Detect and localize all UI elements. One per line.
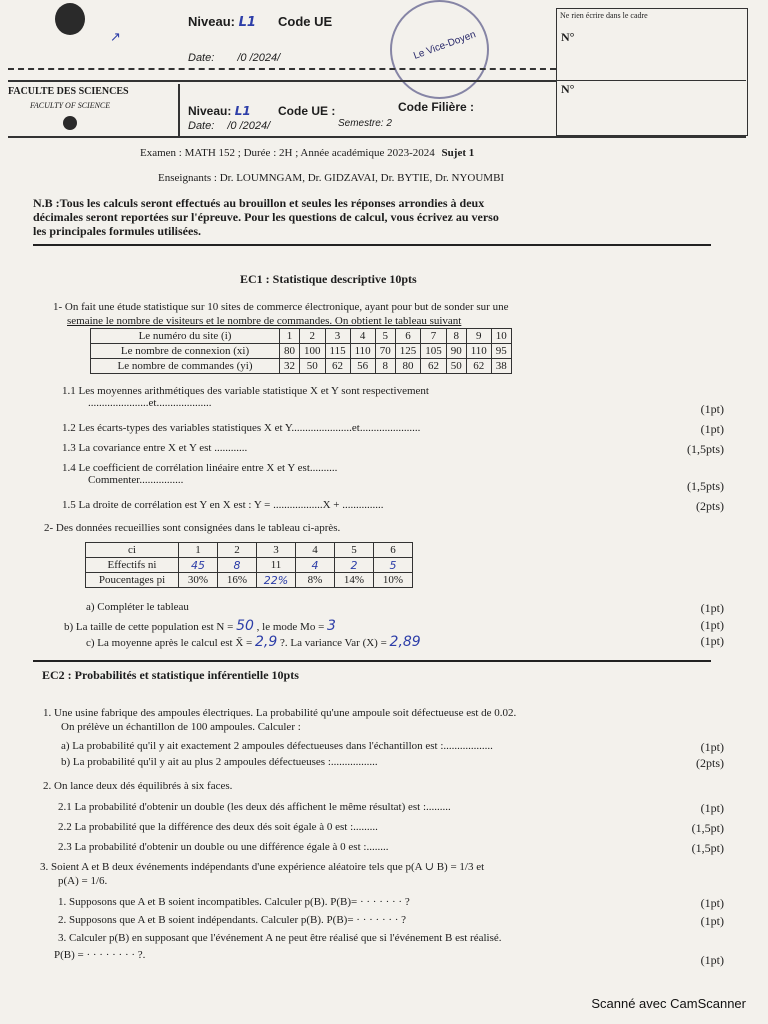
right-n-bottom: N° [561, 82, 575, 96]
ec2-q2-intro: 2. On lance deux dés équilibrés à six faces. [43, 780, 233, 792]
ec1-q2-intro: 2- Des données recueillies sont consignées dans le tableau ci-après. [44, 522, 341, 534]
q1-3-pts: (1,5pts) [687, 442, 724, 456]
teachers: Enseignants : Dr. LOUMNGAM, Dr. GIDZAVAI, Dr. BYTIE, Dr. NYOUMBI [158, 172, 505, 184]
ec2-q2-1: 2.1 La probabilité d'obtenir un double (les deux dés affichent le même résultat) est :......... [58, 801, 451, 813]
q1-2: 1.2 Les écarts-types des variables statistiques X et Y......................et...................... [62, 422, 421, 434]
q1-5-pts: (2pts) [696, 499, 724, 513]
table-row: Le nombre de commandes (yi) 32 50 62 56 8 80 62 50 62 38 [91, 359, 512, 374]
header-divider [178, 84, 180, 136]
q2-c: c) La moyenne après le calcul est X̄ = 2,9 ?. La variance Var (X) = 2,89 [86, 634, 421, 650]
faculty-en: FACULTY OF SCIENCE [30, 101, 111, 110]
semestre: Semestre: 2 [338, 118, 392, 129]
ec2-q1-a: a) La probabilité qu'il y ait exactement 2 ampoules défectueuses dans l'échantillon est :.................. [61, 740, 493, 752]
q1-2-pts: (1pt) [700, 422, 724, 436]
ec2-q3-last-pts: (1pt) [700, 953, 724, 967]
cut-line [8, 68, 556, 70]
ec2-q2-3-pts: (1,5pt) [691, 841, 724, 855]
ec2-q2-3: 2.3 La probabilité d'obtenir un double ou une différence égale à 0 est :........ [58, 841, 389, 853]
code-ue-bottom: Code UE : [278, 104, 336, 118]
nb-rule [33, 244, 711, 246]
ec2-title: EC2 : Probabilités et statistique inférentielle 10pts [42, 668, 299, 682]
ec2-q2-1-pts: (1pt) [700, 801, 724, 815]
scribble-mark: ↗ [110, 30, 121, 45]
ec2-q3-2-pts: (1pt) [700, 914, 724, 928]
ec2-q3-intro: 3. Soient A et B deux événements indépendants d'une expérience aléatoire tels que p(A ∪ B) = 1/3 et p(A) = 1/6. [40, 861, 485, 887]
q1-3: 1.3 La covariance entre X et Y est ............ [62, 442, 248, 454]
q2-a-pts: (1pt) [700, 601, 724, 615]
q2-b-pts: (1pt) [700, 618, 724, 632]
ec2-q3-last: P(B) = · · · · · · · · ?. [54, 949, 146, 961]
code-ue-top: Code UE [278, 14, 333, 29]
university-logo [55, 3, 85, 35]
date-bottom: Date: /0 /2024/ [188, 120, 271, 132]
ec2-q3-3: 3. Calculer p(B) en supposant que l'événement A ne peut être réalisé que si l'événement B est réalisé. [58, 932, 502, 944]
ec2-q3-2: 2. Supposons que A et B soient indépendants. Calculer p(B). P(B)= · · · · · · · ? [58, 914, 407, 926]
q2-a: a) Compléter le tableau [86, 601, 189, 613]
faculty-fr: FACULTE DES SCIENCES [8, 86, 129, 97]
q1-1-pts: (1pt) [700, 402, 724, 416]
q2-b: b) La taille de cette population est N = 50 , le mode Mo = 3 [64, 618, 336, 634]
table-sites [90, 328, 512, 374]
table-row: Poucentages pi 30% 16% 22% 8% 14% 10% [86, 573, 413, 588]
q1-4-pts: (1,5pts) [687, 479, 724, 493]
date-top: Date: /0 /2024/ [188, 52, 281, 64]
table-row: ci 1 2 3 4 5 6 [86, 543, 413, 558]
q1-4: 1.4 Le coefficient de corrélation linéaire entre X et Y est.......... Commenter................ [62, 462, 338, 486]
ec2-q1-b-pts: (2pts) [696, 756, 724, 770]
stamp-text: Le Vice-Doyen [412, 29, 478, 62]
faculty-logo [63, 116, 77, 130]
niveau-top: Niveau: L1 [188, 14, 256, 30]
q1-1: 1.1 Les moyennes arithmétiques des variable statistique X et Y sont respectivement ......................et.................... [62, 385, 429, 409]
ec1-q1-intro: 1- On fait une étude statistique sur 10 sites de commerce électronique, ayant pour but de sonder sur une semaine le nombre de visiteurs et le nombre de commandes. On obtient le tableau suivant [53, 301, 509, 327]
ec2-q3-1: 1. Supposons que A et B soient incompatibles. Calculer p(B). P(B)= · · · · · · · ? [58, 896, 410, 908]
ec2-q1-a-pts: (1pt) [700, 740, 724, 754]
right-note: Ne rien écrire dans le cadre [560, 11, 648, 20]
right-frame [556, 8, 748, 136]
exam-title: Examen : MATH 152 ; Durée : 2H ; Année académique 2023-2024 Sujet 1 [140, 147, 475, 159]
right-divider [556, 80, 746, 81]
niveau-bottom: Niveau: L1 [188, 104, 251, 118]
q1-5: 1.5 La droite de corrélation est Y en X est : Y = ..................X + ............... [62, 499, 384, 511]
right-n-top: N° [561, 30, 575, 44]
ec2-q1-b: b) La probabilité qu'il y ait au plus 2 ampoules défectueuses :................. [61, 756, 378, 768]
section-rule [33, 660, 711, 662]
q2-c-pts: (1pt) [700, 634, 724, 648]
ec2-q1-intro: 1. Une usine fabrique des ampoules électriques. La probabilité qu'une ampoule soit défectueuse est de 0.02. On prélève un échantillon de 100 ampoules. Calculer : [43, 707, 517, 733]
table-row: Le nombre de connexion (xi) 80 100 115 110 70 125 105 90 110 95 [91, 344, 512, 359]
header-rule [8, 80, 556, 82]
ec2-q2-2: 2.2 La probabilité que la différence des deux dés soit égale à 0 est :......... [58, 821, 378, 833]
table-row: Le numéro du site (i) 1 2 3 4 5 6 7 8 9 10 [91, 329, 512, 344]
ec2-q2-2-pts: (1,5pt) [691, 821, 724, 835]
code-filiere: Code Filière : [398, 100, 475, 114]
header-bottom-rule [8, 136, 746, 138]
nb-note: N.B :Tous les calculs seront effectués au brouillon et seules les réponses arrondies à deux décimales seront reportées sur l'épreuve. Pour les questions de calcul, vous écrivez au verso les principales formules utilisées. [33, 196, 499, 238]
table-effectifs [85, 542, 413, 588]
table-row: Effectifs ni 45 8 11 4 2 5 [86, 558, 413, 573]
ec2-q3-1-pts: (1pt) [700, 896, 724, 910]
scanner-watermark: Scanné avec CamScanner [591, 996, 746, 1011]
ec1-title: EC1 : Statistique descriptive 10pts [240, 272, 417, 286]
